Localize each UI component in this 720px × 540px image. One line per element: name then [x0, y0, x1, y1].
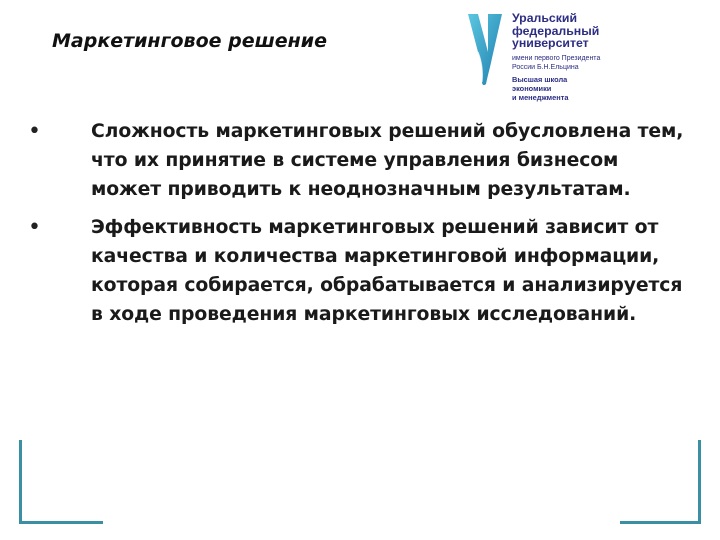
logo-line-1: Уральский — [512, 11, 578, 25]
logo-school-3: и менеджмента — [512, 92, 569, 102]
logo-subline-1: имени первого Президента — [512, 54, 601, 62]
bullet-text: Сложность маркетинговых решений обусловлена тем, что их принятие в системе управления бизнесом может приводить к неоднозначным результатам. — [91, 121, 684, 200]
frame-corner-right-vertical — [698, 440, 701, 524]
bullet-list — [28, 117, 688, 338]
university-logo — [466, 12, 616, 107]
logo-school-1: Высшая школа — [512, 74, 568, 84]
logo-line-3: университет — [512, 36, 589, 50]
frame-corner-left-vertical — [19, 440, 22, 524]
frame-corner-left-horizontal — [19, 521, 103, 524]
logo-subline-2: России Б.Н.Ельцина — [512, 63, 579, 71]
bullet-text: Эффективность маркетинговых решений зависит от качества и количества маркетинговой информации, которая собирается, обрабатывается и анализируется в ходе проведения маркетинговых исследований. — [91, 217, 683, 325]
bullet-marker: • — [28, 119, 41, 144]
bullet-item — [28, 213, 688, 329]
bullet-item — [28, 117, 688, 204]
bullet-marker: • — [28, 215, 41, 240]
logo-wordmark — [512, 12, 616, 102]
logo-school-2: экономики — [512, 83, 552, 93]
urfu-emblem-icon — [466, 12, 506, 88]
slide-title: Маркетинговое решение — [52, 30, 327, 52]
frame-corner-right-horizontal — [620, 521, 701, 524]
logo-line-2: федеральный — [512, 23, 600, 38]
